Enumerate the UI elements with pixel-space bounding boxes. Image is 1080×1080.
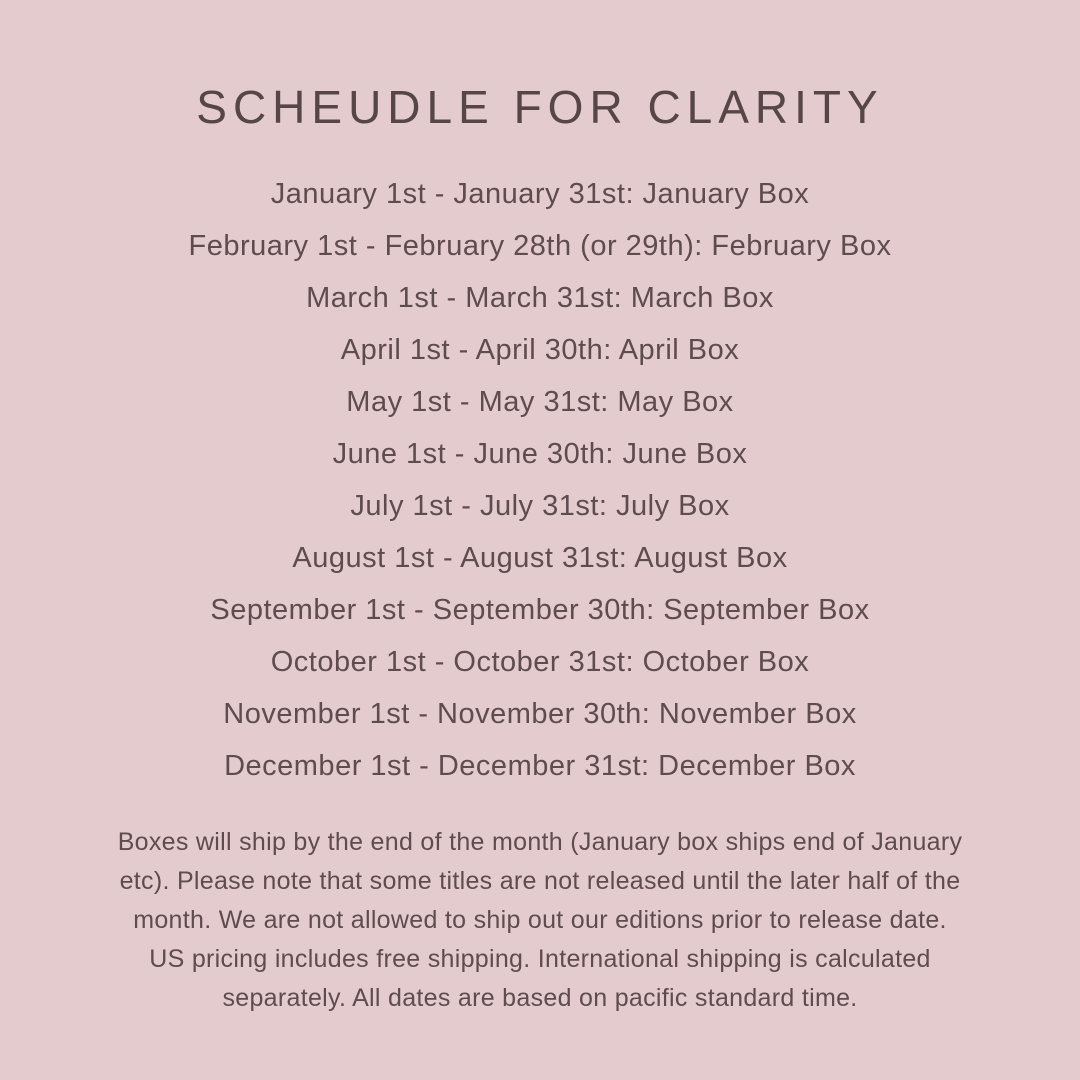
shipping-note-line: US pricing includes free shipping. International shipping is calculated <box>149 945 931 973</box>
schedule-list <box>0 168 1080 792</box>
schedule-item-november: November 1st - November 30th: November Box <box>223 698 857 730</box>
schedule-item-may: May 1st - May 31st: May Box <box>346 386 734 418</box>
schedule-item-december: December 1st - December 31st: December Box <box>224 750 856 782</box>
shipping-note-line: month. We are not allowed to ship out our editions prior to release date. <box>133 906 947 934</box>
schedule-item-january: January 1st - January 31st: January Box <box>270 178 810 210</box>
shipping-note-line: separately. All dates are based on pacific standard time. <box>222 984 858 1012</box>
shipping-note-line: Boxes will ship by the end of the month (January box ships end of January <box>117 828 963 856</box>
schedule-item-october: October 1st - October 31st: October Box <box>270 646 810 678</box>
schedule-item-april: April 1st - April 30th: April Box <box>340 334 740 366</box>
shipping-note-line: etc). Please note that some titles are not released until the later half of the <box>119 867 961 895</box>
schedule-item-march: March 1st - March 31st: March Box <box>306 282 774 314</box>
schedule-item-june: June 1st - June 30th: June Box <box>332 438 748 470</box>
schedule-item-august: August 1st - August 31st: August Box <box>292 542 788 574</box>
page-title: SCHEUDLE FOR CLARITY <box>196 81 884 133</box>
schedule-item-february: February 1st - February 28th (or 29th): February Box <box>188 230 892 262</box>
schedule-item-september: September 1st - September 30th: September Box <box>210 594 870 626</box>
schedule-item-july: July 1st - July 31st: July Box <box>350 490 730 522</box>
shipping-note <box>0 823 1080 1018</box>
